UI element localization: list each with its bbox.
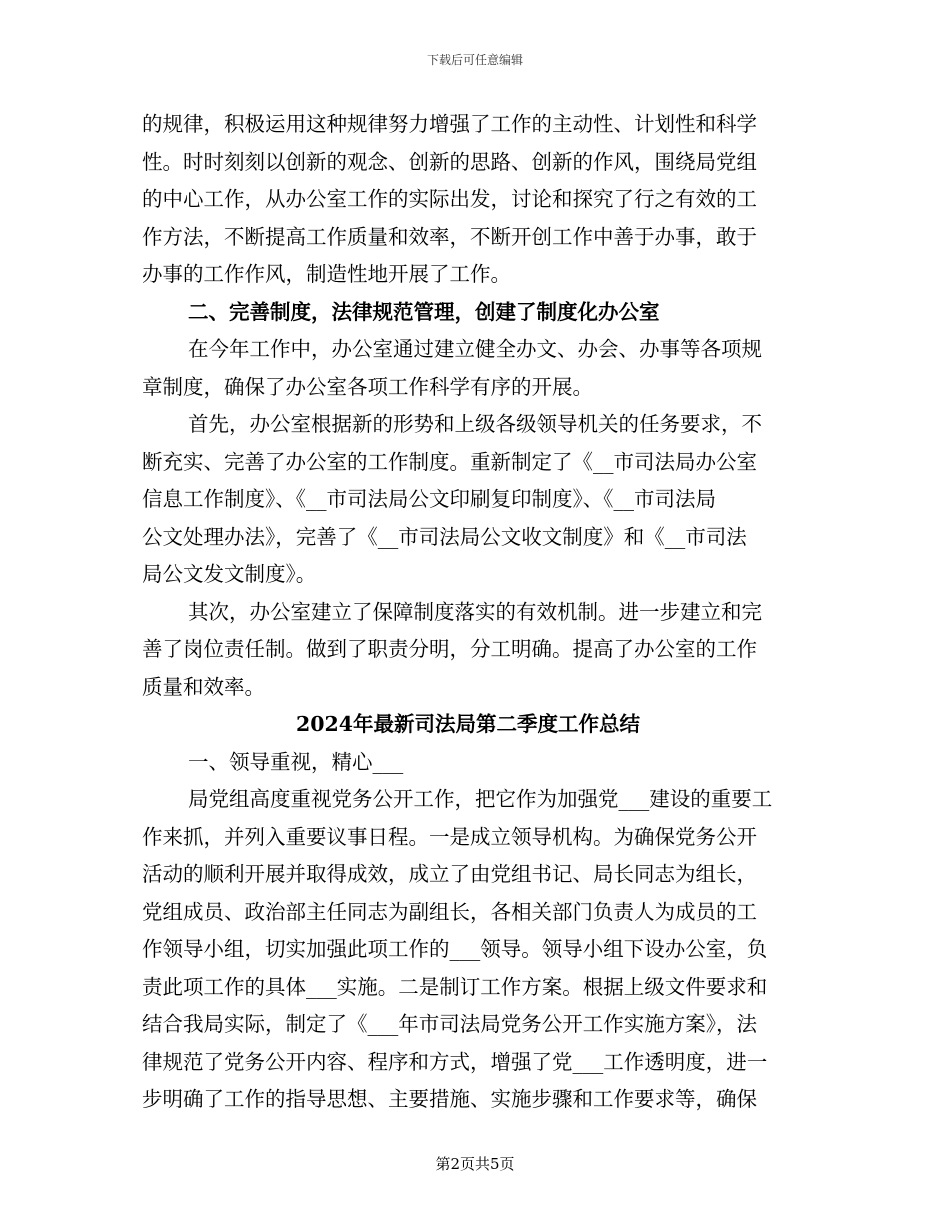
paragraph-start: 首先，办公室根据新的形势和上级各级领导机关的任务要求，不 — [188, 412, 762, 436]
body-line: 党组成员、政治部主任同志为副组长，各相关部门负责人为成员的工 — [142, 899, 757, 924]
body-line: 质量和效率。 — [142, 674, 265, 699]
body-line: 局公文发文制度》。 — [142, 562, 317, 586]
body-line: 责此项工作的具体___实施。二是制订工作方案。根据上级文件要求和 — [142, 974, 768, 999]
body-line: 作领导小组，切实加强此项工作的___领导。领导小组下设办公室，负 — [142, 937, 768, 961]
paragraph-start: 局党组高度重视党务公开工作，把它作为加强党___建设的重要工 — [188, 787, 773, 811]
body-line: 结合我局实际，制定了《___年市司法局党务公开工作实施方案》，法 — [142, 1012, 757, 1036]
body-line: 性。时时刻刻以创新的观念、创新的思路、创新的作风，围绕局党组 — [142, 149, 757, 174]
body-line: 善了岗位责任制。做到了职责分明，分工明确。提高了办公室的工作 — [142, 637, 757, 661]
body-line: 作来抓，并列入重要议事日程。一是成立领导机构。为确保党务公开 — [142, 824, 757, 849]
paragraph-start: 其次，办公室建立了保障制度落实的有效机制。进一步建立和完 — [188, 599, 762, 624]
page-header: 下载后可任意编辑 — [426, 53, 523, 67]
body-line: 信息工作制度》、《__市司法局公文印刷复印制度》、《__市司法局 — [142, 487, 716, 511]
body-line: 章制度，确保了办公室各项工作科学有序的开展。 — [142, 374, 593, 399]
document-body — [142, 106, 794, 1119]
body-line: 断充实、完善了办公室的工作制度。重新制定了《__市司法局办公室 — [142, 449, 757, 474]
body-line: 步明确了工作的指导思想、主要措施、实施步骤和工作要求等，确保 — [142, 1087, 757, 1111]
body-line: 律规范了党务公开内容、程序和方式，增强了党___工作透明度，进一 — [142, 1049, 768, 1074]
body-line: 的中心工作，从办公室工作的实际出发，讨论和探究了行之有效的工 — [142, 187, 757, 211]
body-line: 活动的顺利开展并取得成效，成立了由党组书记、局长同志为组长， — [142, 862, 757, 886]
body-line: 的规律，积极运用这种规律努力增强了工作的主动性、计划性和科学 — [142, 112, 757, 136]
paragraph-start: 在今年工作中，办公室通过建立健全办文、办会、办事等各项规 — [188, 337, 762, 361]
page-number: 第2页共5页 — [435, 1155, 515, 1173]
body-line: 办事的工作作风，制造性地开展了工作。 — [142, 262, 511, 286]
section-heading: 二、完善制度，法律规范管理，创建了制度化办公室 — [188, 299, 660, 324]
subsection-heading: 一、领导重视，精心___ — [188, 749, 404, 774]
document-title: 2024年最新司法局第二季度工作总结 — [295, 712, 641, 736]
body-line: 公文处理办法》，完善了《__市司法局公文收文制度》和《__市司法 — [142, 524, 747, 549]
body-line: 作方法，不断提高工作质量和效率，不断开创工作中善于办事，敢于 — [142, 224, 757, 249]
